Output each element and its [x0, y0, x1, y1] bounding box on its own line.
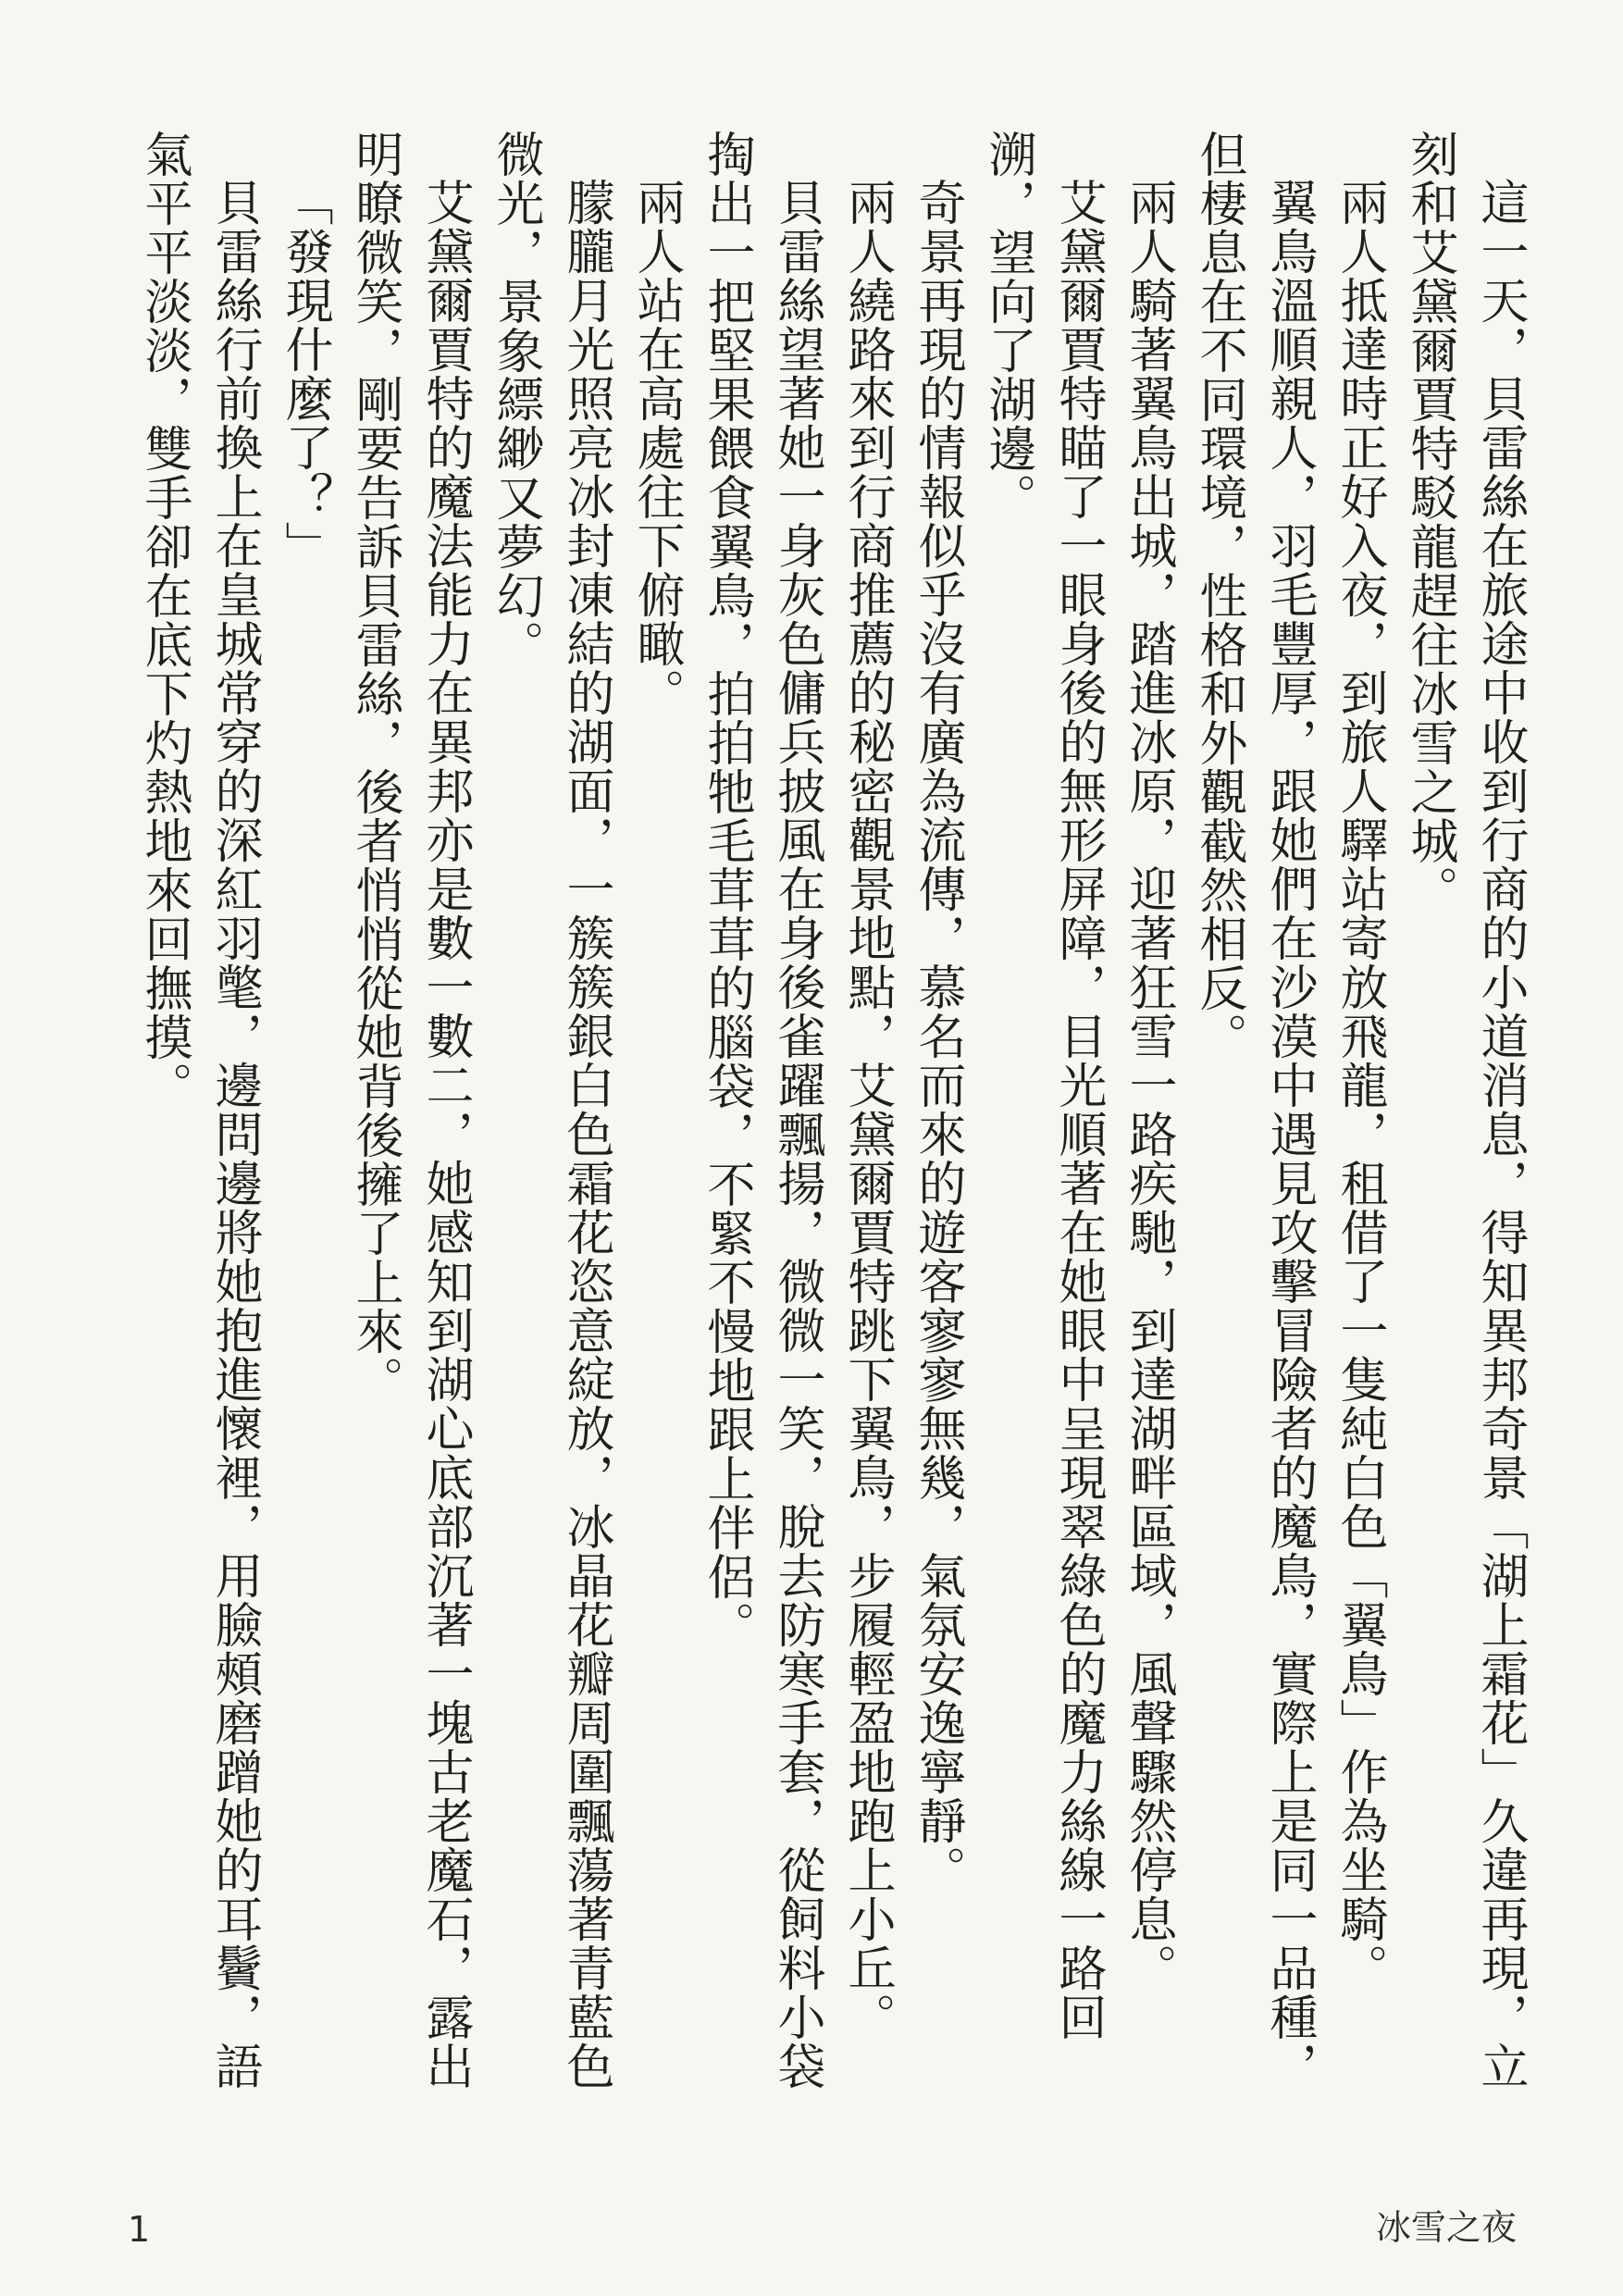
- paragraph: 這一天，貝雷絲在旅途中收到行商的小道消息，得知異邦奇景「湖上霜花」久違再現，立刻和艾黛爾賈特駁龍趕往冰雪之城。: [1402, 130, 1528, 2091]
- paragraph: 翼鳥溫順親人，羽毛豐厚，跟她們在沙漠中遇見攻擊冒險者的魔鳥，實際上是同一品種，但棲息在不同環境，性格和外觀截然相反。: [1191, 130, 1317, 2091]
- running-title: 冰雪之夜: [1375, 2207, 1517, 2248]
- paragraph: 「發現什麼了？」: [277, 178, 332, 570]
- paragraph: 兩人抵達時正好入夜，到旅人驛站寄放飛龍，租借了一隻純白色「翼鳥」作為坐騎。: [1332, 178, 1387, 1992]
- paragraph: 兩人騎著翼鳥出城，踏進冰原，迎著狂雪一路疾馳，到達湖畔區域，風聲驟然停息。: [1121, 178, 1176, 1992]
- paragraph: 兩人繞路來到行商推薦的秘密觀景地點，艾黛爾賈特跳下翼鳥，步履輕盈地跑上小丘。: [839, 178, 895, 2042]
- paragraph: 兩人站在高處往下俯瞰。: [628, 178, 684, 717]
- paragraph: 艾黛爾賈特的魔法能力在異邦亦是數一數二，她感知到湖心底部沉著一塊古老魔石，露出明瞭微笑，剛要告訴貝雷絲，後者悄悄從她背後擁了上來。: [347, 130, 473, 2091]
- vertical-text-body: [55, 130, 1535, 2119]
- paragraph: 朦朧月光照亮冰封凍結的湖面，一簇簇銀白色霜花恣意綻放，冰晶花瓣周圍飄蕩著青藍色微光，景象縹緲又夢幻。: [488, 130, 613, 2091]
- paragraph: 貝雷絲行前換上在皇城常穿的深紅羽氅，邊問邊將她抱進懷裡，用臉頰磨蹭她的耳鬢，語氣平平淡淡，雙手卻在底下灼熱地來回撫摸。: [136, 130, 262, 2091]
- paragraph: 貝雷絲望著她一身灰色傭兵披風在身後雀躍飄揚，微微一笑，脫去防寒手套，從飼料小袋掏出一把堅果餵食翼鳥，拍拍牠毛茸茸的腦袋，不緊不慢地跟上伴侶。: [699, 130, 824, 2091]
- paragraph: 奇景再現的情報似乎沒有廣為流傳，慕名而來的遊客寥寥無幾，氣氛安逸寧靜。: [910, 178, 965, 1894]
- paragraph: 艾黛爾賈特瞄了一眼身後的無形屏障，目光順著在她眼中呈現翠綠色的魔力絲線一路回溯，望向了湖邊。: [980, 130, 1106, 2042]
- page-number: 1: [128, 2209, 151, 2250]
